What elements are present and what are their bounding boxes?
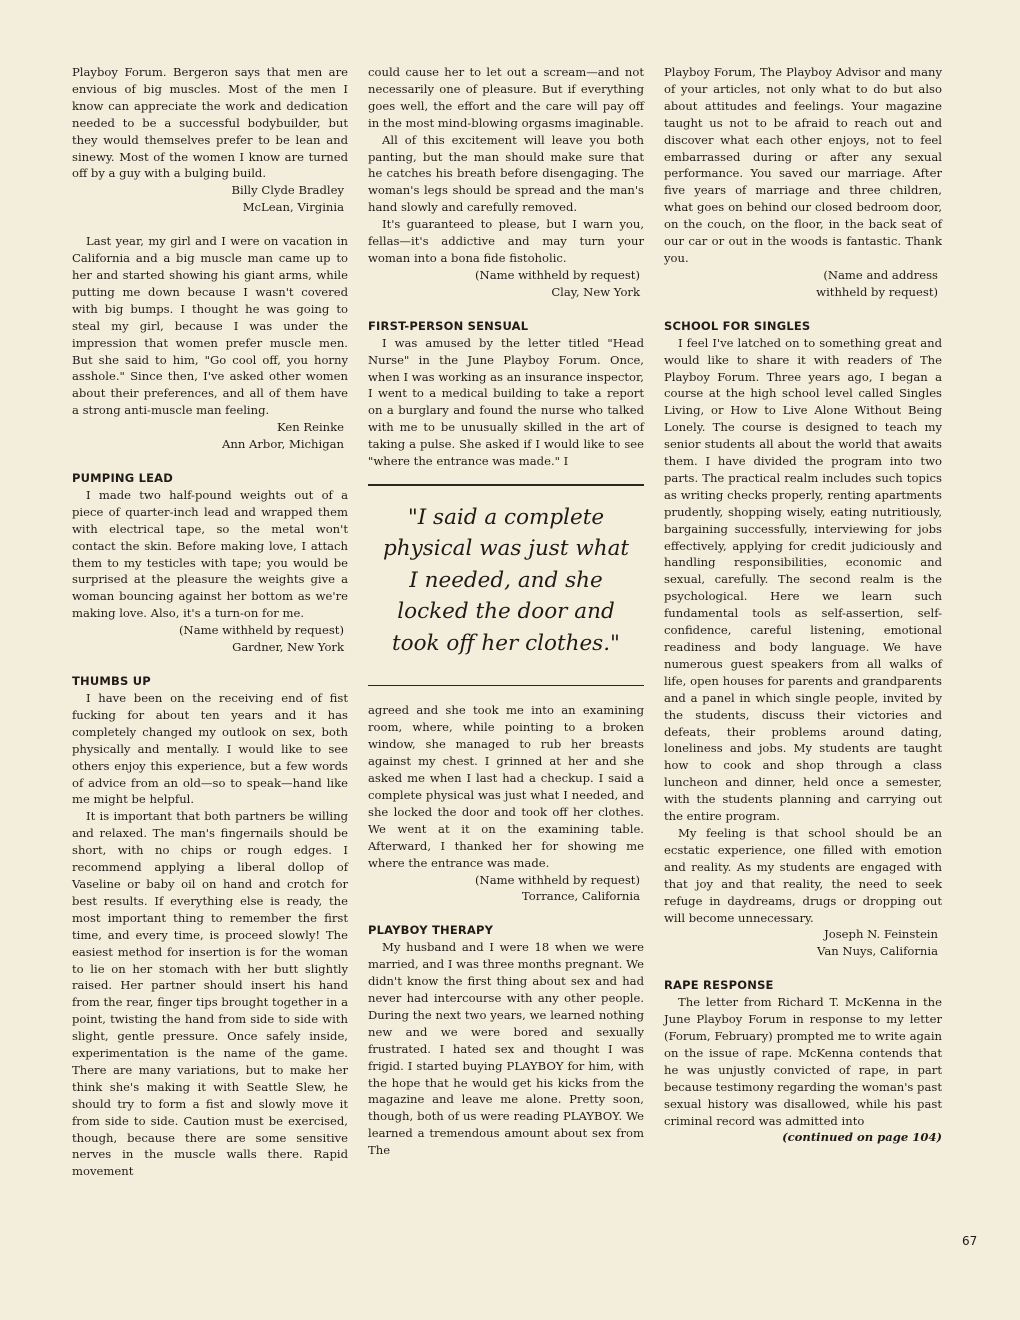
letter-text: Playboy Forum. Bergeron says that men are envious of big muscles. Most of the men I know can appreciate the work and dedication needed to be a successful bodybuilder, but they would themselves prefer to be lean and sinewy. Most of the women I know are turned off by a guy with a bulging build.: [72, 65, 348, 181]
letter-text: I was amused by the letter titled "Head Nurse" in the June Playboy Forum. Once, when I was working as an insurance inspector, I went to a medical building to take a report on a burglary and found the nurse who talked with me to be unusually skilled in the art of taking a pulse. She asked if I would like to see "where the entrance was made." I: [368, 335, 644, 469]
signature-name: Billy Clyde Bradley: [231, 183, 344, 198]
letter-text: All of this excitement will leave you both panting, but the man should make sure that he catches his breath before disengaging. The woman's legs should be spread and the man's hand slowly and carefully removed.: [368, 132, 644, 215]
letter-text: agreed and she took me into an examining room, where, while pointing to a broken window, she managed to rub her breasts against my chest. I grinned at her and she asked me when I last had a checkup. I said a complete physical was just what I needed, and she locked the door and took off her clothes. We went at it on the examining table. Afterward, I thanked her for showing me where the entrance was made.: [368, 703, 644, 870]
section-heading: PUMPING LEAD: [72, 470, 174, 485]
signature-name: Joseph N. Feinstein: [824, 927, 938, 942]
signature-place: Torrance, California: [521, 889, 640, 904]
signature: [72, 419, 348, 453]
signature-line: withheld by request): [816, 284, 938, 299]
column-1: [72, 64, 348, 1180]
signature-place: Gardner, New York: [232, 640, 344, 655]
signature-line: (Name and address: [823, 267, 938, 282]
column-3: [664, 64, 942, 1146]
letter-text: It is important that both partners be willing and relaxed. The man's fingernails should be short, with no chips or rough edges. I recommend applying a liberal dollop of Vaseline or baby oil on hand and crotch for best results. If everything else is ready, the most important thing to remember the first time, and every time, is proceed slowly! The easiest method for insertion is for the woman to lie on her stomach with her butt slightly raised. Her partner should insert his hand from the rear, finger tips brought together in a point, twisting the hand from side to side with slight, gentle pressure. Once safely inside, experimentation is the name of the game. There are many variations, but to make her think she's making it with Seattle Slew, he should try to form a fist and slowly move it from side to side. Caution must be exercised, though, because there are some sensitive nerves in the muscle walls there. Rapid movement: [72, 809, 348, 1179]
signature-place: Clay, New York: [551, 284, 640, 299]
signature: [368, 267, 644, 301]
letter-text: It's guaranteed to please, but I warn you, fellas—it's addictive and may turn your woman into a bona fide fistoholic.: [368, 217, 644, 265]
section-heading: RAPE RESPONSE: [664, 978, 774, 993]
signature: [72, 182, 348, 216]
section-heading: SCHOOL FOR SINGLES: [664, 318, 811, 333]
signature: [72, 622, 348, 656]
letter-text: Playboy Forum, The Playboy Advisor and many of your articles, not only what to do but also about attitudes and feelings. Your magazine taught us not to be afraid to reach out and discover what each other enjoys, not to feel embarrassed during or after any sexual performance. You saved our marriage. After five years of marriage and three children, what goes on behind our closed bedroom door, on the couch, on the floor, in the back seat of our car or out in the woods is fantastic. Thank you.: [664, 65, 942, 265]
signature-name: (Name withheld by request): [179, 623, 344, 638]
continued-note: (continued on page 104): [782, 1130, 942, 1145]
letter-text: My feeling is that school should be an ecstatic experience, one filled with emotion and reality. As my students are engaged with that joy and that reality, the need to seek refuge in daydreams, drugs or dropping out will become unnecessary.: [664, 825, 942, 925]
letter-text: I feel I've latched on to something great and would like to share it with readers of The Playboy Forum. Three years ago, I began a course at the high school level called Singles Living, or How to Live Alone Without Being Lonely. The course is designed to teach my senior students all about the world that awaits them. I have divided the program into two parts. The practical realm includes such topics as writing checks properly, renting apartments prudently, shopping wisely, eating nutritiously, bargaining successfully, interviewing for jobs effectively, applying for credit judiciously and handling responsibilities, economic and sexual, carefully. The second realm is the psychological. Here we learn such fundamental tools as self-assertion, self-confidence, careful listening, emotional readiness and body language. We have numerous guest speakers from all walks of life, open houses for parents and grandparents and a panel in which single people, invited by the students, discuss their victories and defeats, their problems around dating, loneliness and jobs. My students are taught how to cook and shop through a class luncheon and dinner, held once a semester, with the students planning and carrying out the entire program.: [664, 335, 942, 824]
letter-text: could cause her to let out a scream—and not necessarily one of pleasure. But if everything goes well, the effort and the care will pay off in the most mind-blowing orgasms imaginable.: [368, 65, 644, 130]
signature: [368, 872, 644, 906]
signature-name: (Name withheld by request): [475, 267, 640, 282]
letter-text: Last year, my girl and I were on vacation in California and a big muscle man came up to her and started showing his giant arms, while putting me down because I wasn't covered with big bumps. I thought he was going to steal my girl, because I was under the impression that women prefer muscle men. But she said to him, "Go cool off, you horny asshole." Since then, I've asked other women about their preferences, and all of them have a strong anti-muscle man feeling.: [72, 234, 348, 418]
letter-text: I made two half-pound weights out of a piece of quarter-inch lead and wrapped them with electrical tape, so the metal won't contact the skin. Before making love, I attach them to my testicles with tape; you would be surprised at the pleasure the weights give a woman bouncing against her bottom as we're making love. Also, it's a turn-on for me.: [72, 487, 348, 621]
column-2: [368, 64, 644, 1159]
section-heading: PLAYBOY THERAPY: [368, 923, 494, 938]
section-heading: FIRST-PERSON SENSUAL: [368, 318, 529, 333]
signature: [664, 267, 942, 301]
letter-text: I have been on the receiving end of fist fucking for about ten years and it has completely changed my outlook on sex, both physically and mentally. I would like to see others enjoy this experience, but a few words of advice from an old—so to speak—hand like me might be helpful.: [72, 691, 348, 807]
letter-text: My husband and I were 18 when we were married, and I was three months pregnant. We didn't know the first thing about sex and had never had intercourse with any other people. During the next two years, we learned nothing new and we were bored and sexually frustrated. I hated sex and thought I was frigid. I started buying PLAYBOY for him, with the hope that he would get his kicks from the magazine and leave me alone. Pretty soon, though, both of us were reading PLAYBOY. We learned a tremendous amount about sex from The: [368, 940, 644, 1158]
signature-name: (Name withheld by request): [475, 872, 640, 887]
page-number: 67: [962, 1234, 978, 1248]
signature: [664, 926, 942, 960]
section-heading: THUMBS UP: [72, 674, 151, 688]
signature-place: McLean, Virginia: [242, 200, 344, 215]
signature-place: Ann Arbor, Michigan: [222, 437, 344, 452]
letter-text: The letter from Richard T. McKenna in the June Playboy Forum in response to my letter (Forum, February) prompted me to write again on the issue of rape. McKenna contends that he was unjustly convicted of rape, in part because testimony regarding the woman's past sexual history was disallowed, while his past criminal record was admitted into: [664, 995, 942, 1128]
pull-quote: "I said a complete physical was just what I needed, and she locked the door and took off her clothes.": [368, 484, 644, 687]
signature-name: Ken Reinke: [276, 420, 344, 435]
signature-place: Van Nuys, California: [817, 944, 938, 959]
